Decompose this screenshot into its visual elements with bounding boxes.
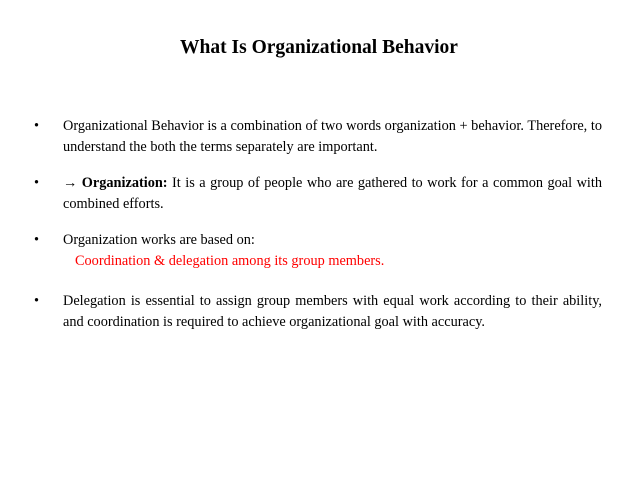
bullet-text-4: Delegation is essential to assign group members with equal work according to their ability, and coordination is required to achieve organizational goal with accuracy. (63, 293, 602, 330)
bullet-item-4 (34, 291, 602, 333)
highlighted-subtext: Coordination & delegation among its group members. (75, 253, 385, 269)
bullet-text-1: Organizational Behavior is a combination of two words organization + behavior. Therefore, to understand the both the terms separately are important. (63, 118, 602, 155)
bullet-dot-icon: • (34, 175, 40, 191)
bullet-dot-icon: • (34, 293, 40, 309)
bullet-item-3 (34, 230, 602, 272)
bullet-dot-icon: • (34, 232, 40, 248)
bullet-keyword: Organization: (81, 175, 168, 191)
bullet-item-2 (34, 173, 602, 215)
bullet-text-2-body: It is a group of people who are gathered to work for a common goal with combined efforts. (63, 175, 602, 212)
bullet-dot-icon: • (34, 118, 40, 134)
arrow-icon: → (63, 175, 78, 191)
bullet-text-3 (63, 230, 602, 272)
bullet-text-3-body: Organization works are based on: (63, 232, 255, 248)
bullet-text-2 (63, 173, 602, 215)
slide-title: What Is Organizational Behavior (180, 37, 458, 58)
bullet-item-1 (34, 116, 602, 158)
